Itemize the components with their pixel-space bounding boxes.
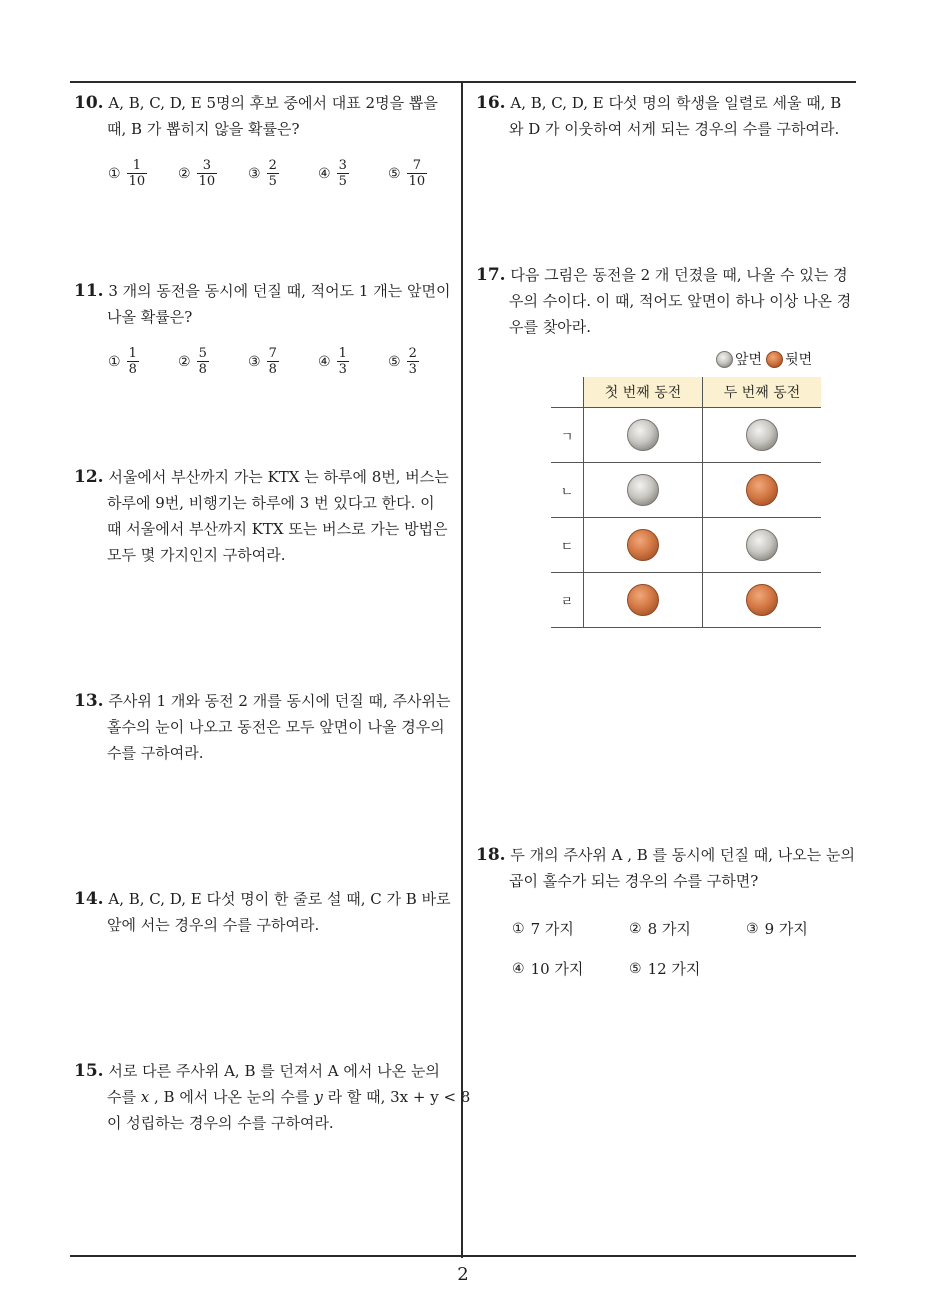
math-variable: y [314, 1088, 323, 1106]
fraction [127, 158, 148, 189]
question-text: A, B, C, D, E 5명의 후보 중에서 대표 2명을 뽑을 [108, 94, 438, 112]
row-label: ㄹ [551, 573, 584, 628]
question-10 [74, 90, 438, 142]
fraction [197, 346, 209, 377]
choice-4[interactable] [512, 958, 583, 979]
denominator: 10 [408, 174, 426, 189]
choice-mark: ① [512, 920, 525, 937]
choice-5[interactable] [388, 158, 427, 189]
question-13 [74, 688, 450, 766]
denominator: 8 [198, 362, 207, 377]
question-text: 때 서울에서 부산까지 KTX 또는 버스로 가는 방법은 [107, 520, 448, 538]
table-row [551, 463, 821, 518]
choice-mark: ② [178, 353, 191, 370]
choice-4[interactable] [318, 158, 349, 189]
question-number: 11. [74, 281, 104, 301]
choice-2[interactable] [178, 158, 217, 189]
question-text: 나올 확률은? [107, 308, 193, 326]
silver-coin-icon [746, 419, 778, 451]
question-text: 곱이 홀수가 되는 경우의 수를 구하면? [509, 872, 759, 890]
choice-mark: ③ [746, 920, 759, 937]
fraction [337, 158, 349, 189]
second-coin-cell [703, 573, 822, 628]
question-number: 18. [476, 845, 506, 865]
choice-mark: ③ [248, 165, 261, 182]
question-text: A, B, C, D, E 다섯 명의 학생을 일렬로 세울 때, B [510, 94, 842, 112]
choice-mark: ④ [318, 165, 331, 182]
choice-mark: ④ [512, 960, 525, 977]
choice-text: 8 가지 [647, 920, 691, 938]
page-number: 2 [457, 1264, 469, 1285]
copper-coin-icon [746, 474, 778, 506]
question-15 [74, 1058, 470, 1136]
bottom-rule [70, 1255, 856, 1257]
question-text: 3 개의 동전을 동시에 던질 때, 적어도 1 개는 앞면이 [108, 282, 451, 300]
choice-mark: ② [178, 165, 191, 182]
fraction [267, 346, 279, 377]
fraction [407, 346, 419, 377]
silver-coin-icon [627, 474, 659, 506]
choice-4[interactable] [318, 346, 349, 377]
question-11 [74, 278, 450, 330]
choice-mark: ⑤ [388, 353, 401, 370]
row-label: ㄱ [551, 408, 584, 463]
question-text: 때, B 가 뽑히지 않을 확률은? [107, 120, 300, 138]
question-text: 수를 구하여라. [107, 744, 204, 762]
choice-mark: ④ [318, 353, 331, 370]
numerator: 2 [268, 158, 277, 173]
first-coin-cell [584, 463, 703, 518]
row-label: ㄴ [551, 463, 584, 518]
choice-mark: ③ [248, 353, 261, 370]
choice-text: 9 가지 [764, 920, 808, 938]
choice-mark: ① [108, 353, 121, 370]
choice-mark: ② [629, 920, 642, 937]
denominator: 5 [268, 174, 277, 189]
text-run: 수를 [107, 1088, 141, 1106]
fraction [337, 346, 349, 377]
first-coin-cell [584, 518, 703, 573]
math-variable: x [140, 1088, 150, 1106]
question-text: 홀수의 눈이 나오고 동전은 모두 앞면이 나올 경우의 [107, 718, 445, 736]
copper-coin-icon [766, 351, 783, 368]
table-header-row [551, 377, 821, 408]
question-text: 서로 다른 주사위 A, B 를 던져서 A 에서 나온 눈의 [108, 1062, 440, 1080]
question-text: 서울에서 부산까지 가는 KTX 는 하루에 8번, 버스는 [108, 468, 449, 486]
choice-3[interactable] [746, 918, 808, 939]
choice-5[interactable] [629, 958, 700, 979]
question-text: 우를 찾아라. [509, 318, 591, 336]
denominator: 8 [128, 362, 137, 377]
coin-legend [716, 349, 812, 369]
question-16 [476, 90, 841, 142]
header-second-coin: 두 번째 동전 [703, 377, 822, 408]
numerator: 2 [408, 346, 417, 361]
numerator: 7 [412, 158, 421, 173]
denominator: 3 [338, 362, 347, 377]
question-number: 14. [74, 889, 104, 909]
question-text: 주사위 1 개와 동전 2 개를 동시에 던질 때, 주사위는 [108, 692, 451, 710]
fraction [127, 346, 139, 377]
question-18 [476, 842, 855, 894]
table-row [551, 573, 821, 628]
choice-mark: ① [108, 165, 121, 182]
question-number: 10. [74, 93, 104, 113]
row-label: ㄷ [551, 518, 584, 573]
silver-coin-icon [716, 351, 733, 368]
choice-text: 12 가지 [647, 960, 701, 978]
legend-front-label: 앞면 [735, 352, 763, 368]
choice-5[interactable] [388, 346, 419, 377]
text-run: 라 할 때, 3x + y < 8 [322, 1088, 471, 1106]
question-text: 두 개의 주사위 A , B 를 동시에 던질 때, 나오는 눈의 [510, 846, 856, 864]
question-number: 17. [476, 265, 506, 285]
question-text: 다음 그림은 동전을 2 개 던졌을 때, 나올 수 있는 경 [510, 266, 848, 284]
denominator: 5 [338, 174, 347, 189]
copper-coin-icon [627, 584, 659, 616]
header-first-coin: 첫 번째 동전 [584, 377, 703, 408]
first-coin-cell [584, 408, 703, 463]
text-run: , B 에서 나온 눈의 수를 [149, 1088, 315, 1106]
denominator: 10 [198, 174, 216, 189]
fraction [197, 158, 218, 189]
fraction [267, 158, 279, 189]
question-text [74, 1084, 470, 1110]
choice-1[interactable] [108, 346, 139, 377]
choice-3[interactable] [248, 158, 279, 189]
question-text: A, B, C, D, E 다섯 명이 한 줄로 설 때, C 가 B 바로 [108, 890, 451, 908]
numerator: 1 [338, 346, 347, 361]
question-number: 13. [74, 691, 104, 711]
copper-coin-icon [627, 529, 659, 561]
second-coin-cell [703, 463, 822, 518]
question-text: 우의 수이다. 이 때, 적어도 앞면이 하나 이상 나온 경 [509, 292, 852, 310]
denominator: 3 [408, 362, 417, 377]
table-row [551, 408, 821, 463]
legend-back-label: 뒷면 [785, 352, 813, 368]
question-number: 15. [74, 1061, 104, 1081]
silver-coin-icon [627, 419, 659, 451]
second-coin-cell [703, 408, 822, 463]
choice-mark: ⑤ [629, 960, 642, 977]
header-blank [551, 377, 584, 408]
choice-1[interactable] [108, 158, 147, 189]
question-text: 하루에 9번, 비행기는 하루에 3 번 있다고 한다. 이 [107, 494, 435, 512]
choice-text: 7 가지 [530, 920, 574, 938]
choice-1[interactable] [512, 918, 574, 939]
denominator: 8 [268, 362, 277, 377]
coin-table [551, 377, 821, 628]
choice-2[interactable] [178, 346, 209, 377]
first-coin-cell [584, 573, 703, 628]
silver-coin-icon [746, 529, 778, 561]
question-text: 와 D 가 이웃하여 서게 되는 경우의 수를 구하여라. [509, 120, 840, 138]
numerator: 1 [128, 346, 137, 361]
question-number: 12. [74, 467, 104, 487]
choice-text: 10 가지 [530, 960, 584, 978]
copper-coin-icon [746, 584, 778, 616]
question-text: 모두 몇 가지인지 구하여라. [107, 546, 286, 564]
top-rule [70, 81, 856, 83]
question-12 [74, 464, 449, 568]
numerator: 3 [202, 158, 211, 173]
choice-3[interactable] [248, 346, 279, 377]
question-17 [476, 262, 851, 340]
question-text: 이 성립하는 경우의 수를 구하여라. [107, 1114, 334, 1132]
second-coin-cell [703, 518, 822, 573]
table-row [551, 518, 821, 573]
numerator: 7 [268, 346, 277, 361]
denominator: 10 [128, 174, 146, 189]
question-number: 16. [476, 93, 506, 113]
choice-2[interactable] [629, 918, 691, 939]
numerator: 1 [132, 158, 141, 173]
numerator: 5 [198, 346, 207, 361]
choice-mark: ⑤ [388, 165, 401, 182]
numerator: 3 [338, 158, 347, 173]
question-14 [74, 886, 451, 938]
fraction [407, 158, 428, 189]
question-text: 앞에 서는 경우의 수를 구하여라. [107, 916, 320, 934]
